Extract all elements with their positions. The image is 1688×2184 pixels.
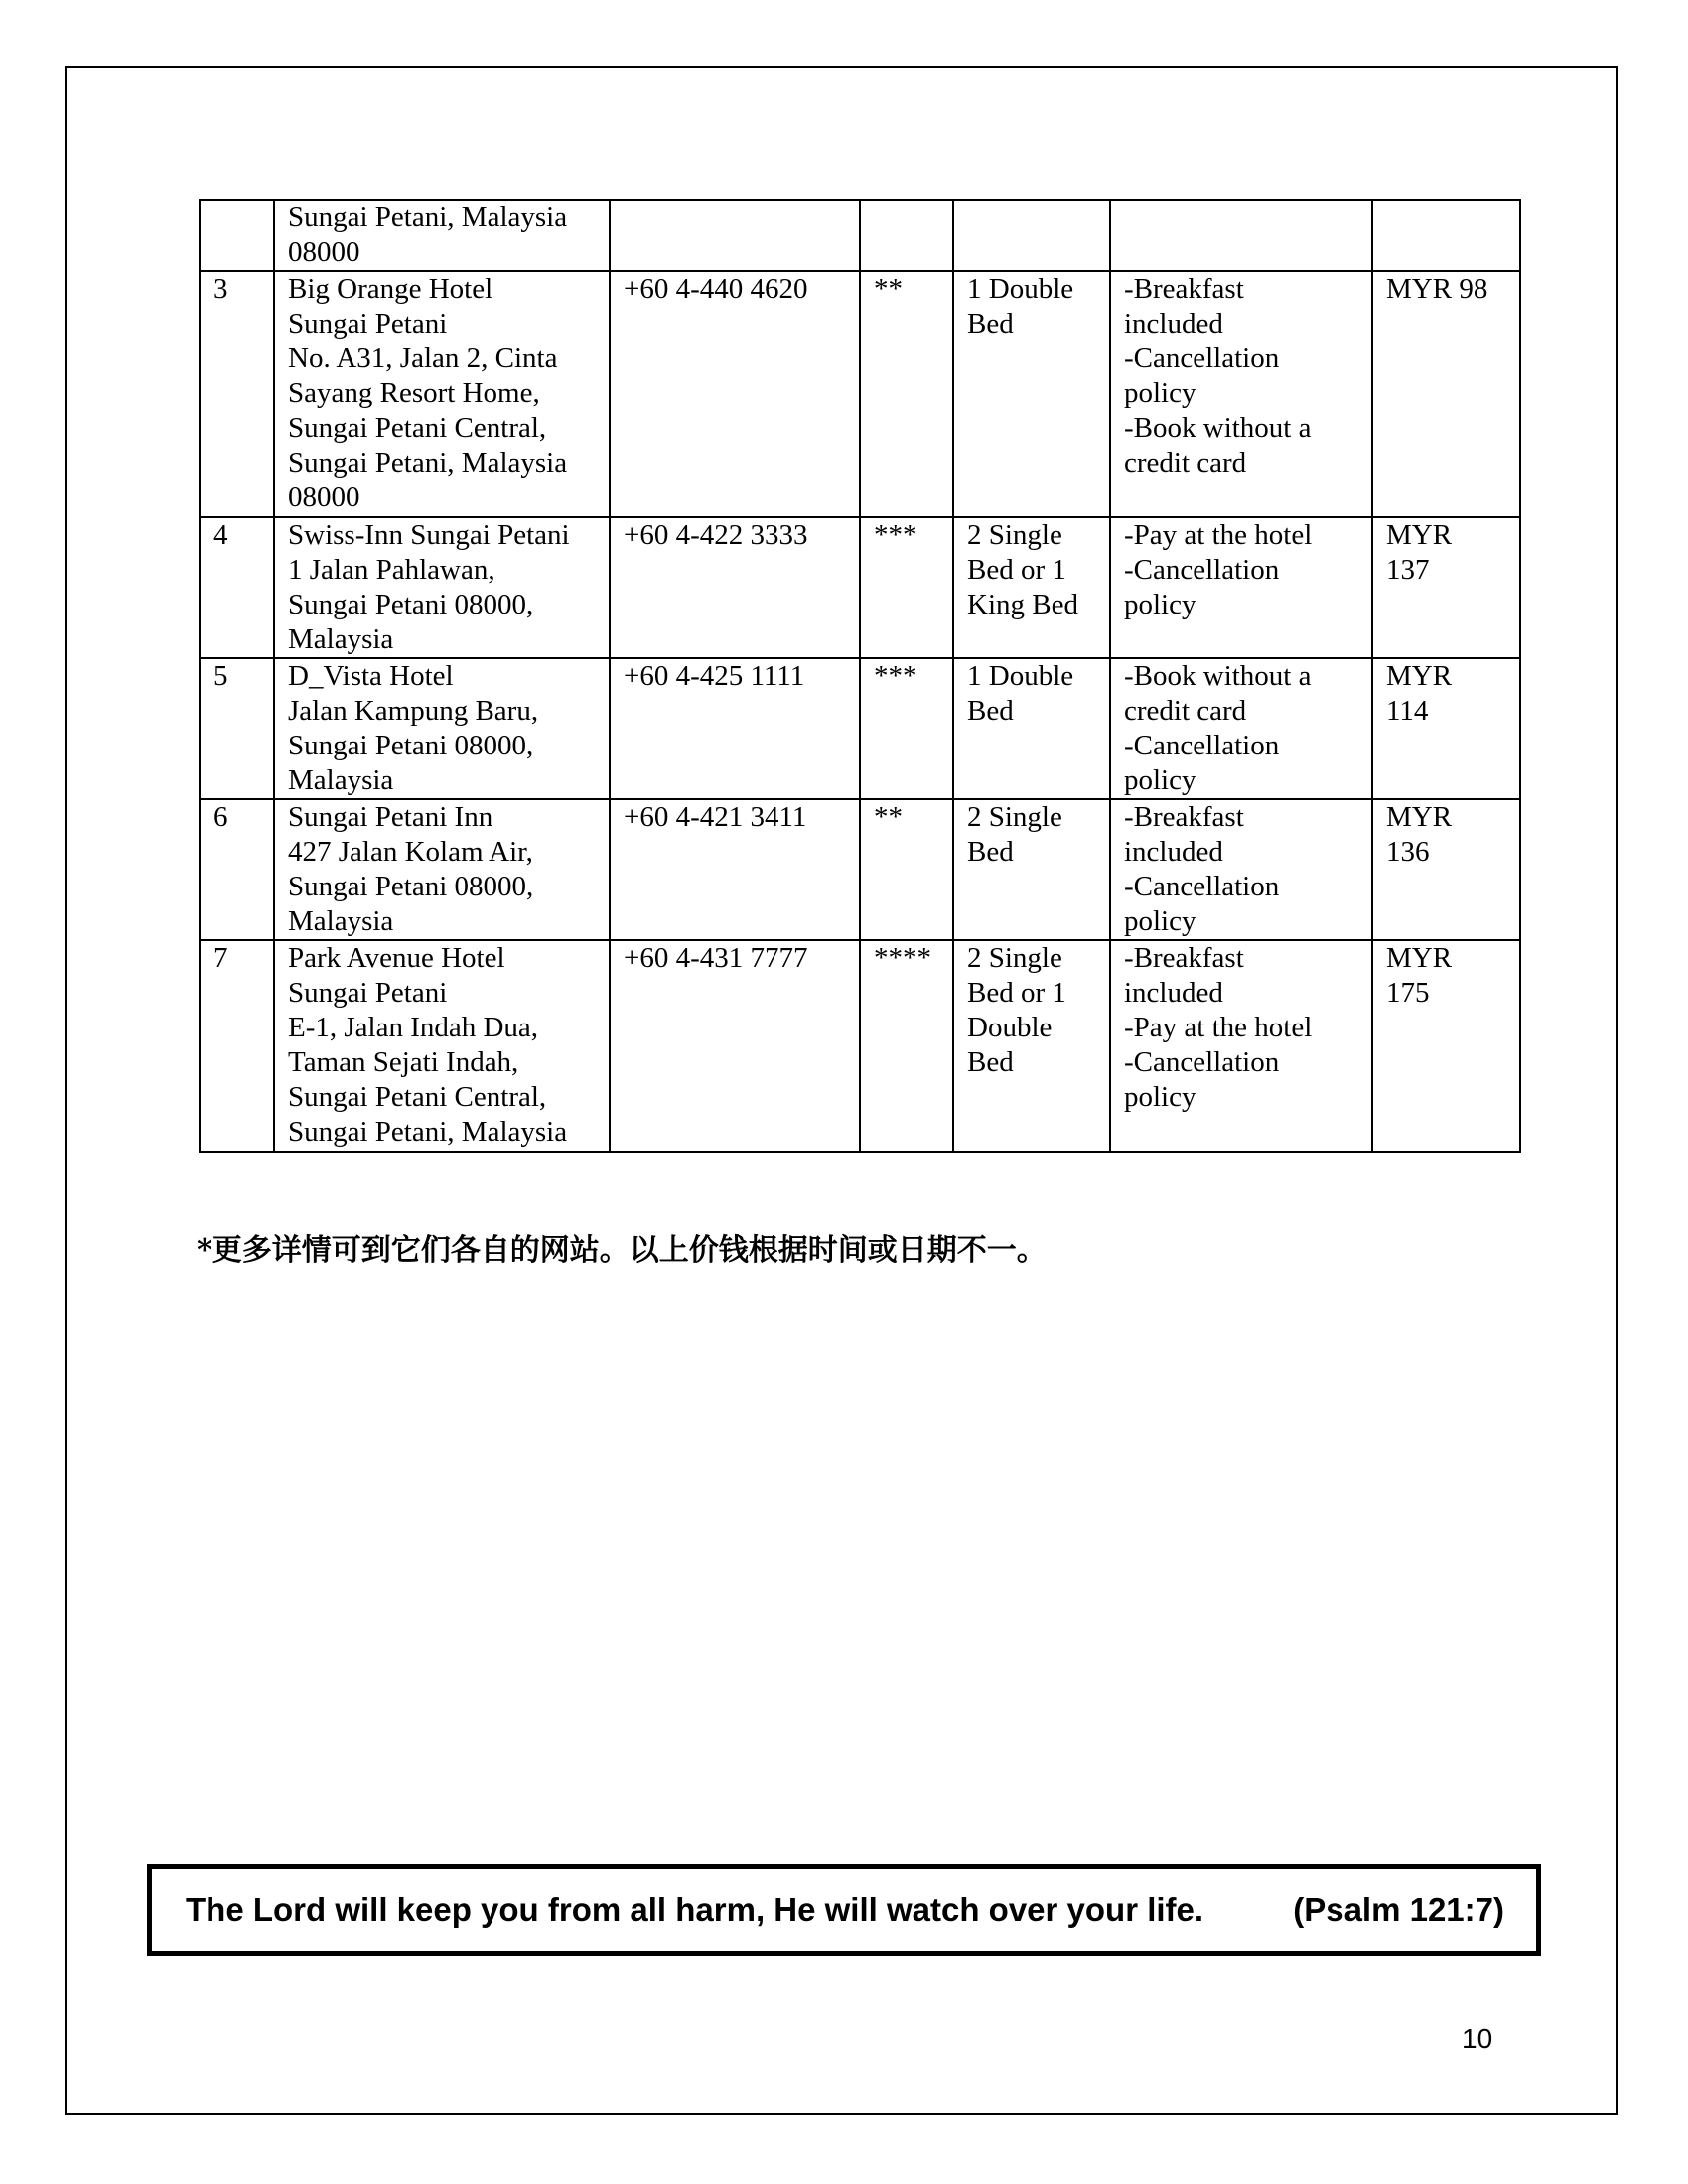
table-row	[200, 200, 1520, 271]
row-number: 6	[200, 799, 274, 940]
row-number: 7	[200, 940, 274, 1152]
verse-text: The Lord will keep you from all harm, He will watch over your life.	[186, 1891, 1204, 1928]
star-rating: ***	[860, 658, 953, 799]
page-number: 10	[1462, 2023, 1493, 2054]
features: -Breakfast included -Cancellation policy -Book without a credit card	[1110, 271, 1372, 517]
verse-box	[147, 1864, 1541, 1956]
hotel-name-address: Park Avenue Hotel Sungai Petani E-1, Jalan Indah Dua, Taman Sejati Indah, Sungai Petani Central, Sungai Petani, Malaysia	[274, 940, 610, 1152]
features: -Breakfast included -Pay at the hotel -Cancellation policy	[1110, 940, 1372, 1152]
table-row	[200, 271, 1520, 517]
price	[1372, 200, 1520, 271]
table-row	[200, 517, 1520, 658]
hotel-table	[199, 199, 1521, 1153]
price: MYR 175	[1372, 940, 1520, 1152]
star-rating: ****	[860, 940, 953, 1152]
phone: +60 4-425 1111	[610, 658, 860, 799]
row-number: 5	[200, 658, 274, 799]
phone	[610, 200, 860, 271]
phone: +60 4-431 7777	[610, 940, 860, 1152]
phone: +60 4-421 3411	[610, 799, 860, 940]
hotel-name-address: Sungai Petani, Malaysia 08000	[274, 200, 610, 271]
hotel-name-address: Big Orange Hotel Sungai Petani No. A31, Jalan 2, Cinta Sayang Resort Home, Sungai Petani Central, Sungai Petani, Malaysia 08000	[274, 271, 610, 517]
row-number: 4	[200, 517, 274, 658]
star-rating: ***	[860, 517, 953, 658]
room-type	[953, 200, 1110, 271]
features: -Breakfast included -Cancellation policy	[1110, 799, 1372, 940]
hotel-name-address: Sungai Petani Inn 427 Jalan Kolam Air, Sungai Petani 08000, Malaysia	[274, 799, 610, 940]
verse-reference: (Psalm 121:7)	[1293, 1891, 1504, 1928]
hotel-name-address: Swiss-Inn Sungai Petani 1 Jalan Pahlawan, Sungai Petani 08000, Malaysia	[274, 517, 610, 658]
price: MYR 114	[1372, 658, 1520, 799]
table-row	[200, 658, 1520, 799]
room-type: 1 Double Bed	[953, 658, 1110, 799]
features: -Book without a credit card -Cancellation policy	[1110, 658, 1372, 799]
star-rating: **	[860, 271, 953, 517]
star-rating	[860, 200, 953, 271]
features: -Pay at the hotel -Cancellation policy	[1110, 517, 1372, 658]
phone: +60 4-422 3333	[610, 517, 860, 658]
row-number	[200, 200, 274, 271]
hotel-name-address: D_Vista Hotel Jalan Kampung Baru, Sungai Petani 08000, Malaysia	[274, 658, 610, 799]
room-type: 2 Single Bed or 1 King Bed	[953, 517, 1110, 658]
features	[1110, 200, 1372, 271]
star-rating: **	[860, 799, 953, 940]
price: MYR 136	[1372, 799, 1520, 940]
table-row	[200, 940, 1520, 1152]
room-type: 2 Single Bed or 1 Double Bed	[953, 940, 1110, 1152]
room-type: 1 Double Bed	[953, 271, 1110, 517]
room-type: 2 Single Bed	[953, 799, 1110, 940]
price: MYR 137	[1372, 517, 1520, 658]
phone: +60 4-440 4620	[610, 271, 860, 517]
table-row	[200, 799, 1520, 940]
row-number: 3	[200, 271, 274, 517]
footnote-chinese: *更多详情可到它们各自的网站。以上价钱根据时间或日期不一。	[197, 1233, 1047, 1268]
price: MYR 98	[1372, 271, 1520, 517]
